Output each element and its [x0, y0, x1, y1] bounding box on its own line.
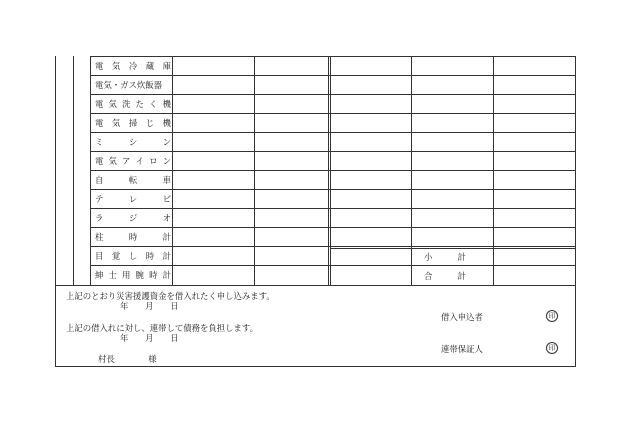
form-bottom-border	[55, 366, 576, 367]
application-date: 年 月 日	[120, 301, 179, 311]
item-label: 電 気 掃 じ 機	[95, 118, 171, 128]
applicant-label: 借入申込者	[441, 312, 483, 322]
item-label: 電気・ガス炊飯器	[95, 80, 162, 90]
guarantor-label: 連帯保証人	[441, 344, 483, 354]
item-label: 柱 時 計	[95, 232, 171, 242]
item-label: 電 気 冷 蔵 庫	[95, 61, 171, 71]
table-bottom-border	[55, 285, 576, 286]
application-statement: 上記のとおり災害援護資金を借入れたく申し込みます。	[66, 291, 275, 301]
form-right-border	[575, 56, 576, 366]
addressee: 村長 様	[98, 354, 157, 364]
form-left-border	[55, 56, 56, 366]
item-label: テ レ ビ	[95, 194, 171, 204]
guarantor-date: 年 月 日	[120, 333, 179, 343]
subtotal-label: 小 計	[424, 252, 466, 262]
item-label: 目 覚 し 時 計	[95, 251, 171, 261]
item-label: 自 転 車	[95, 175, 171, 185]
applicant-seal: 印	[546, 310, 558, 322]
inner-left-rule	[73, 56, 74, 285]
subtotal-double-line	[330, 248, 576, 249]
item-label: 紳 士 用 腕 時 計	[95, 270, 171, 280]
item-label: ラ ジ オ	[95, 213, 171, 223]
total-label: 合 計	[424, 271, 466, 281]
item-label: ミ シ ン	[95, 137, 171, 147]
guarantor-statement: 上記の借入れに対し、連帯して債務を負担します。	[66, 323, 258, 333]
item-label: 電 気 ア イ ロ ン	[95, 156, 171, 166]
guarantor-seal: 印	[546, 342, 558, 354]
item-label: 電 気 洗 た く 機	[95, 99, 171, 109]
